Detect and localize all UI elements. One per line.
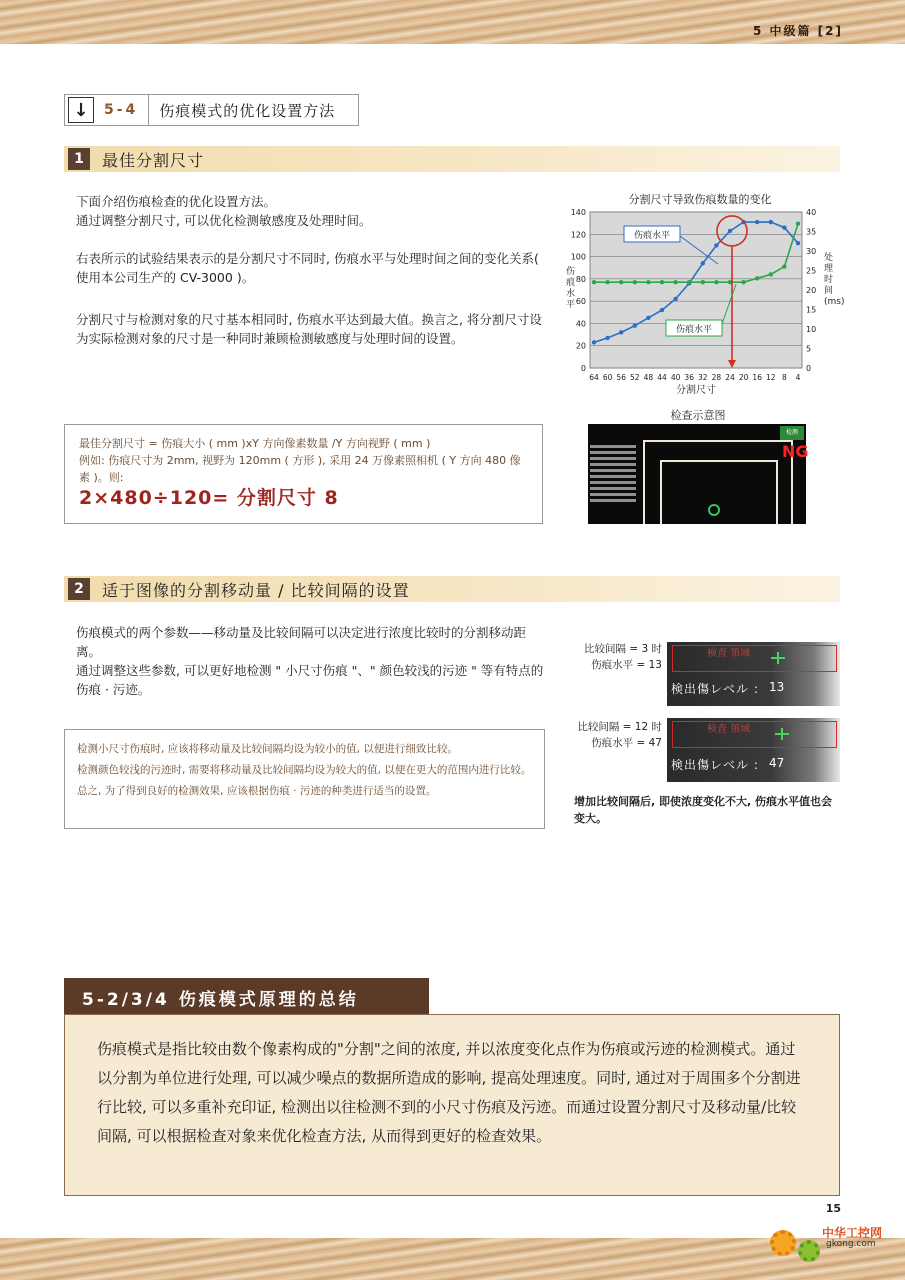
roi-box (672, 645, 837, 672)
x-tick-label: 52 (630, 373, 640, 382)
data-point (741, 280, 745, 284)
y-tick-label: 20 (575, 341, 586, 351)
y2-tick-label: 40 (806, 208, 817, 217)
detect-cross-icon (771, 652, 785, 664)
summary-body: 伤痕模式是指比较由数个像素构成的"分割"之间的浓度, 并以浓度变化点作为伤痕或污迹的检测模式。通过以分割为单位进行处理, 可以减少噪点的数据所造成的影响, 提高处理速度。同时, 通过对于周围多个分割进行比较, 可以多重补充印证, 检测出以往检测不到的小尺寸伤痕及污迹。而通过设置分割尺寸及移动量/比较间隔, 可以根据检查对象来优化检查方法, 从而得到更好的检查效果。 (64, 1014, 840, 1196)
data-point (660, 308, 664, 312)
y2-tick-label: 35 (806, 227, 817, 237)
data-point (701, 280, 705, 284)
part2-heading-text: 适于图像的分割移动量 / 比较间隔的设置 (102, 580, 410, 600)
y-tick-label: 100 (570, 252, 586, 262)
data-point (660, 280, 664, 284)
division-size-chart (560, 202, 845, 402)
comparison1-level: 伤痕水平 = 13 (591, 659, 662, 671)
ng-indicator: NG (782, 442, 809, 461)
y2-axis-label: 间 (824, 286, 834, 296)
inspection-inner-frame (660, 460, 778, 524)
detect-cross-icon (775, 728, 789, 740)
data-point (714, 243, 718, 247)
y-tick-label: 140 (570, 208, 586, 217)
data-point (619, 330, 623, 334)
part2-p1: 伤痕模式的两个参数——移动量及比较间隔可以决定进行浓度比较时的分割移动距离。 (76, 625, 527, 659)
y2-tick-label: 5 (806, 344, 812, 354)
inspection-image (588, 424, 809, 524)
y-tick-label: 120 (570, 230, 586, 240)
data-point (592, 280, 596, 284)
comparison1-interval: 比较间隔 = 3 时 (584, 643, 662, 655)
formula-line2: 例如: 伤痕尺寸为 2mm, 视野为 120mm ( 方形 ), 采用 24 万像素照相机 ( Y 方向 480 像素 )。则: (79, 454, 521, 484)
part1-p4: 分割尺寸与检测对象的尺寸基本相同时, 伤痕水平达到最大值。换言之, 将分割尺寸设为实际检测对象的尺寸是一种同时兼顾检测敏感度与处理时间的设置。 (76, 312, 542, 346)
y2-tick-label: 10 (806, 325, 817, 334)
x-tick-label: 56 (616, 373, 626, 382)
part2-p2: 通过调整这些参数, 可以更好地检测 " 小尺寸伤痕 "、" 颜色较浅的污迹 " 等有特点的伤痕 · 污迹。 (76, 663, 544, 697)
inspection-tag: 检测 (780, 426, 804, 440)
comparison2-label (560, 719, 662, 751)
data-point (592, 340, 596, 344)
x-tick-label: 16 (752, 373, 762, 382)
formula-line1: 最佳分割尺寸 = 伤痕大小 ( mm )xY 方向像素数量 /Y 方向视野 ( mm ) (79, 437, 431, 450)
x-tick-label: 8 (782, 373, 787, 382)
data-point (769, 272, 773, 276)
y2-axis-label: 理 (824, 264, 834, 274)
data-point (633, 323, 637, 327)
y2-axis-label: (ms) (824, 297, 845, 307)
roi-label: 検査 領域 (707, 724, 751, 735)
data-point (782, 225, 786, 229)
level-label: 検出傷レベル : (671, 682, 759, 696)
formula-result: 2×480÷120= 分割尺寸 8 (79, 487, 339, 509)
y2-axis-label: 处 (824, 253, 834, 263)
data-point (755, 220, 759, 224)
data-point (673, 297, 677, 301)
y-axis-label: 痕 (566, 278, 576, 288)
data-point (605, 336, 609, 340)
comparison1-image (667, 642, 840, 706)
chapter-label: 5 中级篇 [2] (752, 24, 843, 38)
chart-title: 分割尺寸导致伤痕数量的变化 (628, 193, 772, 206)
inspection-title: 检查示意图 (670, 409, 726, 422)
data-point (687, 280, 691, 284)
inspection-readout (590, 442, 636, 505)
down-arrow-icon: ↓ (68, 97, 94, 123)
x-tick-label: 20 (738, 373, 749, 382)
data-point (646, 316, 650, 320)
comparison2-image (667, 718, 840, 782)
comparison2-interval: 比较间隔 = 12 时 (577, 721, 662, 733)
x-tick-label: 40 (670, 373, 681, 382)
part2-heading (64, 576, 840, 602)
part1-p3: 右表所示的试验结果表示的是分割尺寸不同时, 伤痕水平与处理时间之间的变化关系( 使用本公司生产的 CV-3000 )。 (76, 251, 539, 285)
x-tick-label: 60 (602, 373, 613, 382)
data-point (728, 229, 732, 233)
comparison-note: 增加比较间隔后, 即使浓度变化不大, 伤痕水平值也会变大。 (574, 795, 833, 825)
x-tick-label: 24 (725, 373, 735, 382)
data-point (619, 280, 623, 284)
x-tick-label: 4 (795, 373, 801, 382)
y2-axis-label: 时 (824, 275, 834, 285)
section-title-text: 伤痕模式的优化设置方法 (159, 101, 336, 120)
gear-icon (798, 1240, 820, 1262)
note-line2: 检测颜色较浅的污迹时, 需要将移动量及比较间隔均设为较大的值, 以便在更大的范围内进行比较。 (77, 764, 532, 776)
y-tick-label: 0 (580, 364, 586, 373)
formula-box (64, 424, 543, 524)
target-marker-icon (708, 504, 720, 516)
data-point (646, 280, 650, 284)
y2-tick-label: 30 (806, 247, 817, 256)
data-point (673, 280, 677, 284)
green-callout-label: 伤痕水平 (675, 325, 713, 335)
watermark-text: 中华工控网 (822, 1226, 883, 1240)
x-tick-label: 28 (711, 373, 722, 382)
summary-title: 5-2/3/4 伤痕模式原理的总结 (64, 978, 429, 1016)
roi-box (672, 721, 837, 748)
x-tick-label: 44 (657, 373, 667, 382)
note-line3: 总之, 为了得到良好的检测效果, 应该根据伤痕 · 污迹的种类进行适当的设置。 (77, 785, 437, 797)
y-tick-label: 60 (575, 297, 586, 307)
x-tick-label: 48 (643, 373, 654, 382)
blue-callout-label: 伤痕水平 (633, 231, 671, 241)
y2-tick-label: 0 (806, 364, 812, 373)
y2-tick-label: 25 (806, 266, 817, 276)
y-tick-label: 40 (575, 319, 586, 329)
part2-badge: 2 (68, 578, 90, 600)
y-axis-label: 伤 (566, 267, 576, 277)
part1-heading (64, 146, 840, 172)
x-axis-label: 分割尺寸 (676, 385, 716, 396)
data-point (605, 280, 609, 284)
part1-intro (76, 192, 546, 230)
roi-label: 検査 領域 (707, 648, 751, 659)
data-point (796, 241, 800, 245)
data-point (714, 280, 718, 284)
y2-tick-label: 15 (806, 305, 817, 315)
level-value: 47 (769, 756, 785, 770)
data-point (782, 264, 786, 268)
y-axis-label: 平 (566, 300, 576, 310)
comparison2-level: 伤痕水平 = 47 (591, 737, 662, 749)
x-tick-label: 64 (589, 373, 599, 382)
comparison1-label (560, 641, 662, 673)
level-label: 検出傷レベル : (671, 758, 759, 772)
data-point (633, 280, 637, 284)
watermark-logo (770, 1222, 900, 1270)
part1-badge: 1 (68, 148, 90, 170)
watermark-url: gkong.com (826, 1239, 876, 1249)
y-tick-label: 80 (575, 274, 586, 284)
data-point (796, 222, 800, 226)
part1-heading-text: 最佳分割尺寸 (102, 150, 205, 170)
section-title (64, 94, 359, 126)
data-point (769, 220, 773, 224)
x-tick-label: 32 (698, 373, 708, 382)
gear-icon (770, 1230, 796, 1256)
x-tick-label: 36 (684, 373, 694, 382)
note-line1: 检测小尺寸伤痕时, 应该将移动量及比较间隔均设为较小的值, 以便进行细致比较。 (77, 743, 458, 755)
level-value: 13 (769, 680, 785, 694)
part1-p2: 通过调整分割尺寸, 可以优化检测敏感度及处理时间。 (76, 213, 372, 228)
data-point (701, 261, 705, 265)
data-point (755, 276, 759, 280)
y2-tick-label: 20 (806, 286, 817, 295)
x-tick-label: 12 (766, 373, 776, 382)
part1-p1: 下面介绍伤痕检查的优化设置方法。 (76, 194, 277, 209)
page-number: 15 (825, 1202, 841, 1215)
note-box (64, 729, 545, 829)
y-axis-label: 水 (566, 289, 576, 299)
plot-area (590, 212, 802, 368)
section-number: 5-4 (94, 95, 149, 125)
